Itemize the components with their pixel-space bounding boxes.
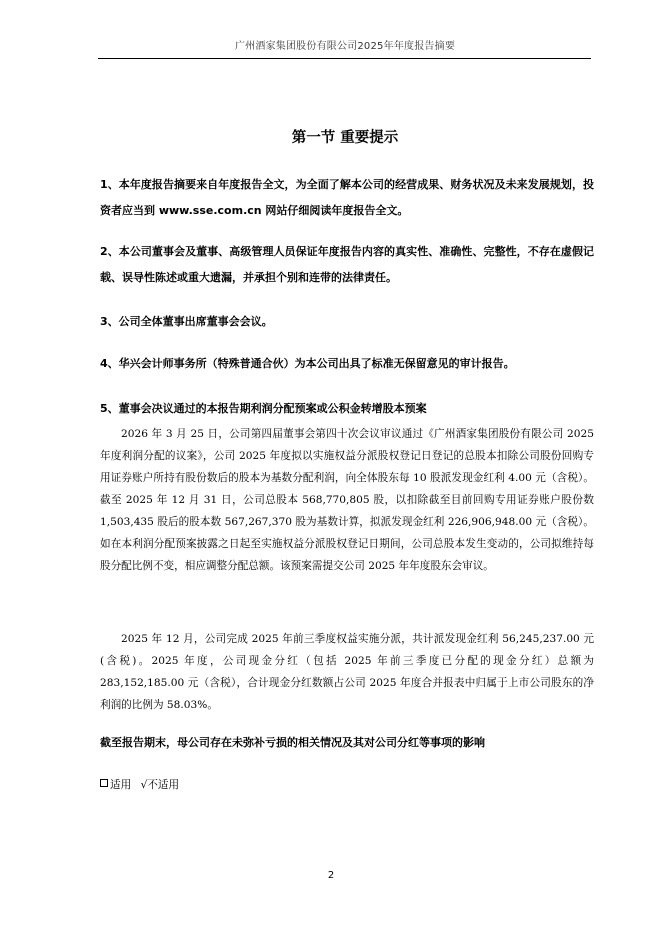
profit-paragraph-2: 2025 年 12 月，公司完成 2025 年前三季度权益实施分派，共计派发现金红利 56,245,237.00 元(含税)。2025 年度，公司现金分红（包括 2025 年前三季度已分配的现金分红）总额为 283,152,185.00 元（含税），合计现金分红数额占公司 2025 年度合并报表中归属于上市公司股东的净利润的比例为 58.03%。 (100, 633, 594, 711)
page-number: 2 (327, 870, 335, 881)
header-divider (98, 58, 591, 59)
section-title: 第一节 重要提示 (291, 130, 399, 146)
not-applicable-label: 不适用 (147, 779, 180, 791)
loss-heading: 截至报告期末，母公司存在未弥补亏损的相关情况及其对公司分红等事项的影响 (100, 736, 485, 749)
item-5-heading: 5、董事会决议通过的本报告期利润分配预案或公积金转增股本预案 (100, 402, 427, 415)
page-header: 广州酒家集团股份有限公司2025年年度报告摘要 (234, 41, 456, 52)
profit-paragraph-1: 2026 年 3 月 25 日，公司第四届董事会第四十次会议审议通过《广州酒家集团股份有限公司 2025 年度利润分配的议案》，公司 2025 年度拟以实施权益分派股权登记日登记的总股本扣除公司股份回购专用证券账户所持有股份数后的股本为基数分配利润，向全体股东每 10 股派发现金红利 4.00 元（含税）。截至 2025 年 12 月 31 日，公司总股本 568,770,805 股，以扣除截至目前回购专用证券账户股份数 1,503,435 股后的股本数 567,267,370 股为基数计算，拟派发现金红利 226,906,948.00 元（含税）。如在本利润分配预案披露之日起至实施权益分派股权登记日期间，公司总股本发生变动的，公司拟维持每股分配比例不变，相应调整分配总额。该预案需提交公司 2025 年年度股东会审议。 (100, 428, 594, 572)
item-4: 4、华兴会计师事务所（特殊普通合伙）为本公司出具了标准无保留意见的审计报告。 (100, 357, 515, 370)
item-1: 1、本年度报告摘要来自年度报告全文，为全面了解本公司的经营成果、财务状况及未来发展规划，投资者应当到 www.sse.com.cn 网站仔细阅读年度报告全文。 (100, 178, 594, 217)
item-3: 3、公司全体董事出席董事会会议。 (100, 315, 273, 328)
applicability-line (100, 777, 179, 793)
item-2: 2、本公司董事会及董事、高级管理人员保证年度报告内容的真实性、准确性、完整性，不存在虚假记载、误导性陈述或重大遗漏，并承担个别和连带的法律责任。 (100, 245, 594, 284)
check-mark-icon: √ (140, 779, 148, 791)
checkbox-icon (100, 779, 108, 787)
applicable-label: 适用 (110, 779, 132, 791)
